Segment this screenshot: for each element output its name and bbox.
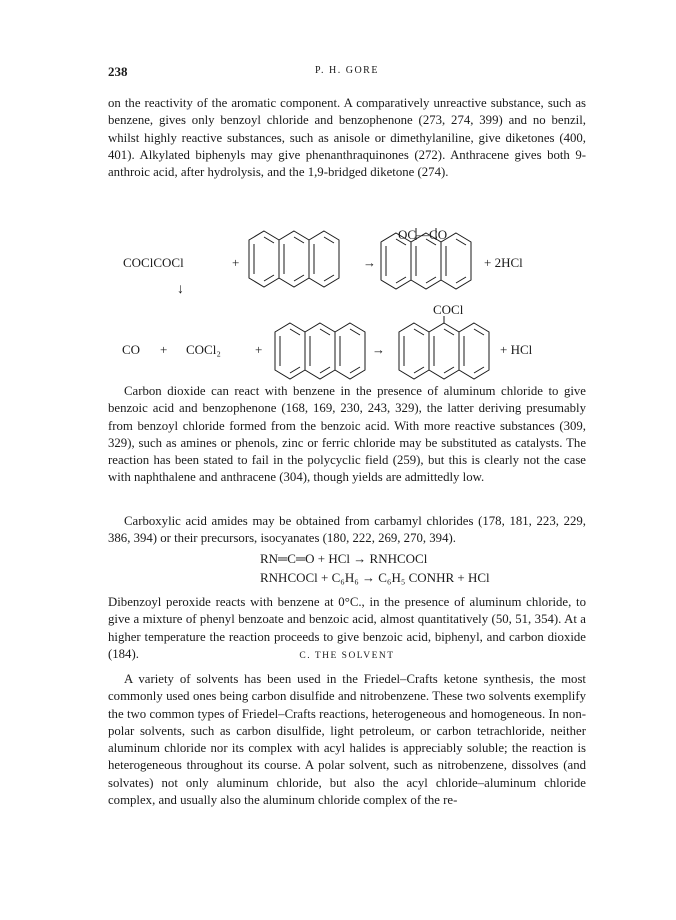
page-number: 238 bbox=[108, 64, 128, 79]
oxalyl-chloride-formula: COClCOCl bbox=[123, 255, 184, 270]
phosgene: COCl₂ bbox=[186, 342, 221, 357]
anthracene-structure-2 bbox=[272, 320, 382, 382]
plus-sign-2: + bbox=[160, 342, 168, 357]
bridged-diketone-structure bbox=[378, 228, 488, 292]
plus-sign: + bbox=[232, 255, 240, 270]
cocl-label: COCl bbox=[433, 302, 464, 317]
anthracene-structure-1 bbox=[246, 228, 356, 290]
running-header bbox=[108, 64, 586, 82]
section-heading-solvent: C. THE SOLVENT bbox=[299, 651, 395, 661]
paragraph-solvent: A variety of solvents has been used in the Friedel–Crafts ketone synthesis, the most commonly used ones being carbon disulfide and nitrobenzene. These two solvents exemplify the two common types of Friedel–Crafts reactions, heterogeneous and homogeneous. In non-polar solvents, such as carbon disulfide, light petroleum, or carbon tetrachloride, neither aluminum chloride nor its complex with acyl halides is appreciably soluble; the reaction is heterogeneous throughout its course. A polar solvent, such as nitrobenzene, dissolves (and solvates) not only aluminum chloride, but also the acyl chloride–aluminum chloride complex, and usually also the aluminum chloride complex of the re- bbox=[108, 672, 586, 808]
paragraph-peroxide-text: Dibenzoyl peroxide reacts with benzene at 0°C., in the presence of aluminum chloride, to give a mixture of phenyl benzoate and benzoic acid, almost quantitatively (50, 51, 354). At a higher temperature the reaction proceeds to give benzoic acid, biphenyl, and carbon dioxide (184). bbox=[108, 595, 586, 661]
running-author: P. H. GORE bbox=[315, 65, 379, 76]
paragraph-reactivity: on the reactivity of the aromatic component. A comparatively unreactive substance, such as benzene, gives only benzoyl chloride and benzophenone (273, 274, 399) and no benzil, whilst highly reactive substances, such as anisole or dimethylaniline, give diketones (400, 401). Alkylated biphenyls may give phenanthraquinones (272). Anthracene gives both 9-anthroic acid, after hydrolysis, and the 1,9-bridged diketone (274). bbox=[108, 96, 586, 180]
product-hcl: + HCl bbox=[500, 342, 533, 357]
down-arrow: ↓ bbox=[177, 282, 184, 297]
equation-isocyanate: RN═C═O + HCl → RNHCOCl bbox=[260, 551, 428, 566]
product-hcl-2: + 2HCl bbox=[484, 255, 523, 270]
paragraph-peroxide bbox=[108, 575, 586, 663]
bridge-label: OC—CO bbox=[398, 227, 448, 242]
reaction-arrow-1: → bbox=[363, 255, 376, 270]
paragraph-amides: Carboxylic acid amides may be obtained from carbamyl chlorides (178, 181, 223, 229, 386, 394) or their precursors, isocyanates (180, 222, 269, 270, 394). bbox=[108, 514, 586, 546]
equation-amide: RNHCOCl + C₆H₆ → C₆H₅ CONHR + HCl bbox=[260, 570, 490, 585]
carbon-monoxide: CO bbox=[122, 342, 141, 357]
anthroyl-chloride-structure bbox=[396, 316, 506, 382]
paragraph-carbon-dioxide: Carbon dioxide can react with benzene in the presence of aluminum chloride to give benzoic acid and benzophenone (168, 169, 230, 243, 329), the latter deriving presumably from benzoyl chloride formed from the benzoic acid. With more reactive substances (309, 329), such as amines or phenols, zinc or ferric chloride may be substituted as catalysts. The reaction has been stated to fail in the polycyclic field (259), but this is clearly not the case with naphthalene and anthracene (304), though yields are admittedly low. bbox=[108, 384, 586, 485]
reaction-arrow-2: → bbox=[372, 342, 385, 357]
plus-sign-3: + bbox=[255, 342, 263, 357]
